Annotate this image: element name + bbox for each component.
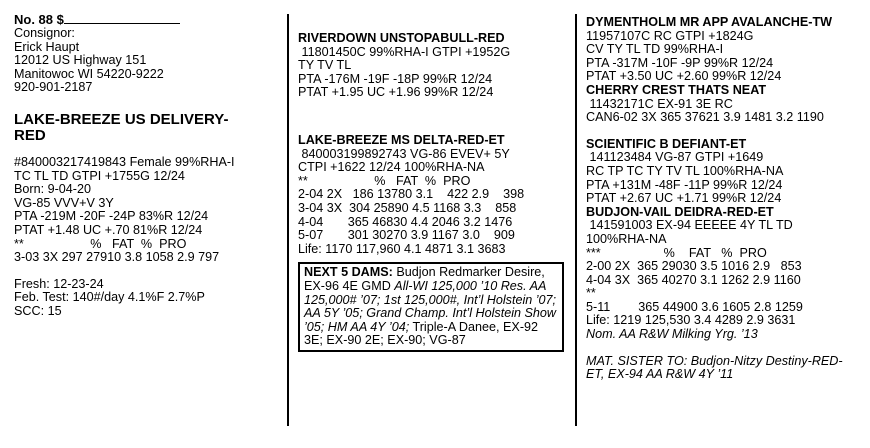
mgs-line: PTA -317M -10F -9P 99%R 12/24: [586, 55, 774, 70]
dam-line: 5-07 301 30270 3.9 1167 3.0 909: [298, 228, 515, 243]
consignor-column: [14, 12, 276, 319]
mgd-line: CAN6-02 3X 365 37621 3.9 1481 3.2 1190: [586, 110, 824, 125]
consignor-city: Manitowoc WI 54220-9222: [14, 66, 164, 81]
mgd2-line: 2-00 2X 365 29030 3.5 1016 2.9 853: [586, 259, 802, 274]
animal-traits-line: TC TL TD GTPI +1755G 12/24: [14, 168, 185, 183]
mgs-line: CV TY TL TD 99%RHA-I: [586, 42, 724, 57]
mgs-line: 11957107C RC GTPI +1824G: [586, 28, 754, 43]
dam-name: LAKE-BREEZE MS DELTA-RED-ET: [298, 132, 505, 147]
next-five-dams-box: [298, 262, 564, 352]
record-line: 3-03 3X 297 27910 3.8 1058 2.9 797: [14, 250, 220, 265]
scc-line: SCC: 15: [14, 303, 62, 318]
feb-test-line: Feb. Test: 140#/day 4.1%F 2.7%P: [14, 290, 205, 305]
fresh-date-line: Fresh: 12-23-24: [14, 276, 104, 291]
animal-id-line: #840003217419843 Female 99%RHA-I: [14, 154, 235, 169]
animal-pta-line: PTA -219M -20F -24P 83%R 12/24: [14, 209, 209, 224]
price-blank: [64, 12, 180, 24]
animal-ptat-line: PTAT +1.48 UC +.70 81%R 12/24: [14, 222, 203, 237]
sire-line: 11801450C 99%RHA-I GTPI +1952G: [298, 44, 511, 59]
next-five-dams-honors: All-WI 125,000 ’10 Res. AA 125,000# ’07; 1st 125,000#, Int’l Holstein ’07; AA 5Y ’05; Grand Champ. Int’l Holstein Show ’05; HM AA 4Y ’04;: [304, 278, 557, 334]
mgd-name: CHERRY CREST THATS NEAT: [586, 82, 767, 97]
maternal-column: [586, 16, 866, 382]
next-five-dams-label: NEXT 5 DAMS:: [304, 265, 393, 280]
column-divider-left: [287, 14, 289, 426]
animal-born-line: Born: 9-04-20: [14, 182, 92, 197]
dam-line: 2-04 2X 186 13780 3.1 422 2.9 398: [298, 187, 525, 202]
mgd2-name: BUDJON-VAIL DEIDRA-RED-ET: [586, 204, 774, 219]
sire-line: PTA -176M -19F -18P 99%R 12/24: [298, 71, 493, 86]
animal-name-line-2: RED: [14, 126, 46, 144]
mgd2-line: *** % FAT % PRO: [586, 245, 767, 260]
next-five-dams-text: [304, 266, 558, 348]
sire-line: PTAT +1.95 UC +1.96 99%R 12/24: [298, 85, 494, 100]
mgs-line: PTAT +3.50 UC +2.60 99%R 12/24: [586, 69, 782, 84]
mgs2-line: PTAT +2.67 UC +1.71 99%R 12/24: [586, 191, 782, 206]
sire-line: TY TV TL: [298, 58, 352, 73]
dam-line: 840003199892743 VG-86 EVEV+ 5Y: [298, 146, 510, 161]
dam-line: ** % FAT % PRO: [298, 173, 471, 188]
consignor-phone: 920-901-2187: [14, 80, 93, 95]
dam-line: Life: 1170 117,960 4.1 4871 3.1 3683: [298, 241, 506, 256]
mgd2-line: 100%RHA-NA: [586, 231, 667, 246]
mgd2-line: **: [586, 286, 596, 301]
consignor-label: Consignor:: [14, 26, 75, 40]
consignor-address: 12012 US Highway 151: [14, 53, 147, 68]
animal-name-line-1: LAKE-BREEZE US DELIVERY-: [14, 110, 229, 128]
mgd-line: 11432171C EX-91 3E RC: [586, 96, 733, 111]
column-divider-right: [575, 14, 577, 426]
record-header-line: ** % FAT % PRO: [14, 236, 187, 251]
mgd2-line: 4-04 3X 365 40270 3.1 1262 2.9 1160: [586, 272, 801, 287]
animal-classification-line: VG-85 VVV+V 3Y: [14, 195, 114, 210]
mgd2-line: 141591003 EX-94 EEEEE 4Y TL TD: [586, 218, 793, 233]
dam-line: CTPI +1622 12/24 100%RHA-NA: [298, 160, 485, 175]
dam-line: 4-04 365 46830 4.4 2046 3.2 1476: [298, 214, 513, 229]
next-five-dams-part-a: Budjon Redmarker Desire, EX-96 4E GMD: [304, 265, 545, 293]
sire-dam-column: [298, 32, 570, 352]
mgd2-line: 5-11 365 44900 3.6 1605 2.8 1259: [586, 299, 803, 314]
mgs2-line: 141123484 VG-87 GTPI +1649: [586, 150, 764, 165]
next-five-dams-part-c: Triple-A Danee, EX-92 3E; EX-90 2E; EX-90; VG-87: [304, 319, 539, 348]
maternal-sister-note: MAT. SISTER TO: Budjon-Nitzy Destiny-RED-ET, EX-94 AA R&W 4Y ’11: [586, 353, 843, 382]
dam-line: 3-04 3X 304 25890 4.5 1168 3.3 858: [298, 200, 517, 215]
mgs-name: DYMENTHOLM MR APP AVALANCHE-TW: [586, 15, 833, 29]
mgs2-line: PTA +131M -48F -11P 99%R 12/24: [586, 177, 783, 192]
lot-number: No. 88 $: [14, 12, 276, 27]
sire-name: RIVERDOWN UNSTOPABULL-RED: [298, 31, 505, 45]
mgd2-line: Life: 1219 125,530 3.4 4289 2.9 3631: [586, 313, 796, 328]
mgs2-name: SCIENTIFIC B DEFIANT-ET: [586, 136, 747, 151]
consignor-name: Erick Haupt: [14, 39, 80, 54]
award-line: Nom. AA R&W Milking Yrg. ’13: [586, 327, 758, 342]
mgs2-line: RC TP TC TY TV TL 100%RHA-NA: [586, 163, 784, 178]
animal-name: [14, 112, 276, 144]
